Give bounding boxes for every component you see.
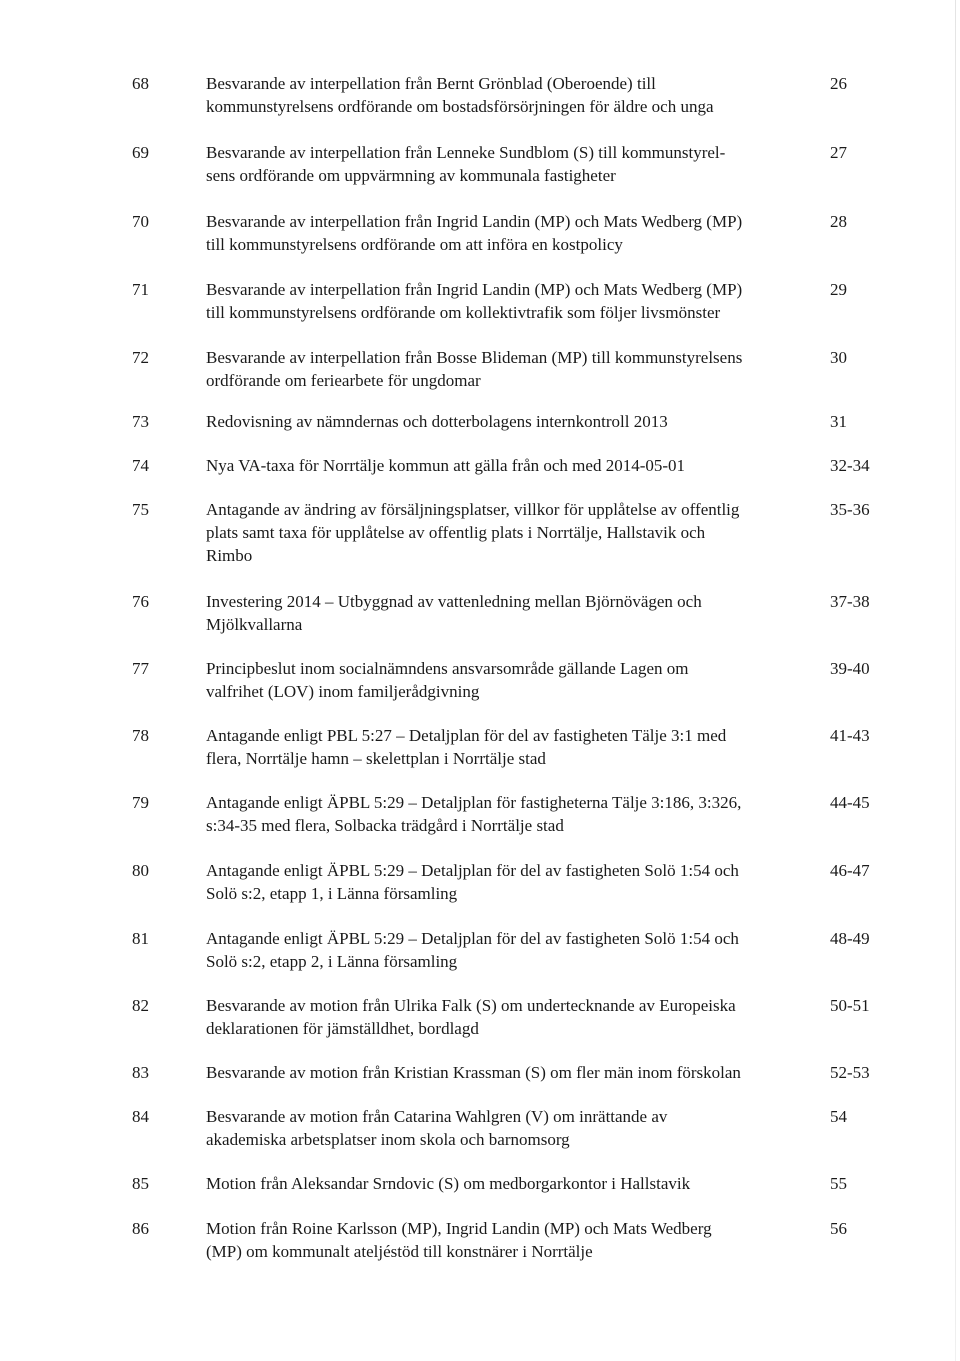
item-title	[206, 859, 818, 905]
item-title-line: till kommunstyrelsens ordförande om kollektivtrafik som följer livsmönster	[206, 303, 721, 322]
item-title-line: Antagande enligt ÄPBL 5:29 – Detaljplan för del av fastigheten Solö 1:54 och	[206, 929, 739, 948]
item-title-line: Antagande enligt ÄPBL 5:29 – Detaljplan för fastigheterna Tälje 3:186, 3:326,	[206, 793, 742, 812]
item-number: 69	[132, 143, 149, 162]
scan-edge-line	[955, 0, 956, 1361]
item-title-line: Redovisning av nämndernas och dotterbolagens internkontroll 2013	[206, 412, 668, 431]
item-title	[206, 210, 818, 256]
item-number: 71	[132, 280, 149, 299]
item-title-line: Principbeslut inom socialnämndens ansvarsområde gällande Lagen om	[206, 659, 689, 678]
item-title-line: akademiska arbetsplatser inom skola och barnomsorg	[206, 1130, 570, 1149]
item-page-range: 56	[830, 1219, 847, 1238]
item-page-range: 39-40	[830, 659, 870, 678]
item-title-line: Antagande enligt PBL 5:27 – Detaljplan för del av fastigheten Tälje 3:1 med	[206, 726, 727, 745]
item-title-line: Besvarande av interpellation från Bernt Grönblad (Oberoende) till	[206, 74, 656, 93]
item-title-line: Motion från Roine Karlsson (MP), Ingrid Landin (MP) och Mats Wedberg	[206, 1219, 712, 1238]
item-title	[206, 724, 818, 770]
item-title	[206, 346, 818, 392]
item-title	[206, 657, 818, 703]
item-page-range: 27	[830, 143, 847, 162]
item-page-range: 31	[830, 412, 847, 431]
item-title-line: Besvarande av interpellation från Bosse Blideman (MP) till kommunstyrelsens	[206, 348, 743, 367]
item-title-line: s:34-35 med flera, Solbacka trädgård i Norrtälje stad	[206, 816, 564, 835]
item-page-range: 32-34	[830, 456, 870, 475]
item-title-line: sens ordförande om uppvärmning av kommunala fastigheter	[206, 166, 616, 185]
item-page-range: 41-43	[830, 726, 870, 745]
item-title-line: (MP) om kommunalt ateljéstöd till konstnärer i Norrtälje	[206, 1242, 593, 1261]
item-number: 85	[132, 1174, 149, 1193]
item-title-line: ordförande om feriearbete för ungdomar	[206, 371, 481, 390]
item-title-line: Besvarande av motion från Ulrika Falk (S) om undertecknande av Europeiska	[206, 996, 736, 1015]
item-title-line: Solö s:2, etapp 2, i Länna församling	[206, 952, 458, 971]
item-number: 79	[132, 793, 149, 812]
item-title	[206, 1172, 818, 1195]
item-title-line: valfrihet (LOV) inom familjerådgivning	[206, 682, 480, 701]
item-title-line: Antagande enligt ÄPBL 5:29 – Detaljplan för del av fastigheten Solö 1:54 och	[206, 861, 739, 880]
item-page-range: 46-47	[830, 861, 870, 880]
item-title-line: Rimbo	[206, 546, 253, 565]
item-number: 81	[132, 929, 149, 948]
item-page-range: 26	[830, 74, 847, 93]
item-title	[206, 72, 818, 118]
item-title	[206, 1061, 818, 1084]
item-number: 86	[132, 1219, 149, 1238]
item-number: 77	[132, 659, 149, 678]
item-title	[206, 278, 818, 324]
item-number: 72	[132, 348, 149, 367]
item-title	[206, 994, 818, 1040]
item-title	[206, 454, 818, 477]
item-number: 73	[132, 412, 149, 431]
item-page-range: 28	[830, 212, 847, 231]
item-number: 83	[132, 1063, 149, 1082]
item-title-line: kommunstyrelsens ordförande om bostadsförsörjningen för äldre och unga	[206, 97, 714, 116]
item-title-line: deklarationen för jämställdhet, bordlagd	[206, 1019, 479, 1038]
item-title	[206, 590, 818, 636]
item-title-line: Besvarande av interpellation från Lenneke Sundblom (S) till kommunstyrel-	[206, 143, 726, 162]
item-title-line: Nya VA-taxa för Norrtälje kommun att gälla från och med 2014-05-01	[206, 456, 686, 475]
item-number: 74	[132, 456, 149, 475]
item-title	[206, 141, 818, 187]
item-page-range: 52-53	[830, 1063, 870, 1082]
item-number: 76	[132, 592, 149, 611]
item-page-range: 55	[830, 1174, 847, 1193]
item-title	[206, 410, 818, 433]
item-number: 82	[132, 996, 149, 1015]
item-number: 70	[132, 212, 149, 231]
item-page-range: 48-49	[830, 929, 870, 948]
item-title-line: Investering 2014 – Utbyggnad av vattenledning mellan Björnövägen och	[206, 592, 702, 611]
item-title-line: till kommunstyrelsens ordförande om att införa en kostpolicy	[206, 235, 623, 254]
item-title-line: Besvarande av interpellation från Ingrid Landin (MP) och Mats Wedberg (MP)	[206, 212, 743, 231]
item-title	[206, 1217, 818, 1263]
item-page-range: 37-38	[830, 592, 870, 611]
item-title	[206, 927, 818, 973]
item-number: 68	[132, 74, 149, 93]
item-page-range: 54	[830, 1107, 847, 1126]
item-page-range: 50-51	[830, 996, 870, 1015]
item-title-line: Antagande av ändring av försäljningsplatser, villkor för upplåtelse av offentlig	[206, 500, 740, 519]
item-title-line: Motion från Aleksandar Srndovic (S) om medborgarkontor i Hallstavik	[206, 1174, 691, 1193]
item-title-line: plats samt taxa för upplåtelse av offentlig plats i Norrtälje, Hallstavik och	[206, 523, 706, 542]
item-title-line: Besvarande av motion från Kristian Krassman (S) om fler män inom förskolan	[206, 1063, 741, 1082]
item-title-line: Mjölkvallarna	[206, 615, 303, 634]
item-page-range: 35-36	[830, 500, 870, 519]
item-page-range: 44-45	[830, 793, 870, 812]
item-title-line: Besvarande av interpellation från Ingrid Landin (MP) och Mats Wedberg (MP)	[206, 280, 743, 299]
item-page-range: 29	[830, 280, 847, 299]
item-title	[206, 1105, 818, 1151]
item-number: 75	[132, 500, 149, 519]
item-number: 78	[132, 726, 149, 745]
item-title-line: Besvarande av motion från Catarina Wahlgren (V) om inrättande av	[206, 1107, 668, 1126]
item-page-range: 30	[830, 348, 847, 367]
item-title	[206, 791, 818, 837]
item-title-line: flera, Norrtälje hamn – skelettplan i Norrtälje stad	[206, 749, 546, 768]
item-title-line: Solö s:2, etapp 1, i Länna församling	[206, 884, 458, 903]
item-number: 84	[132, 1107, 149, 1126]
item-title	[206, 498, 818, 567]
item-number: 80	[132, 861, 149, 880]
